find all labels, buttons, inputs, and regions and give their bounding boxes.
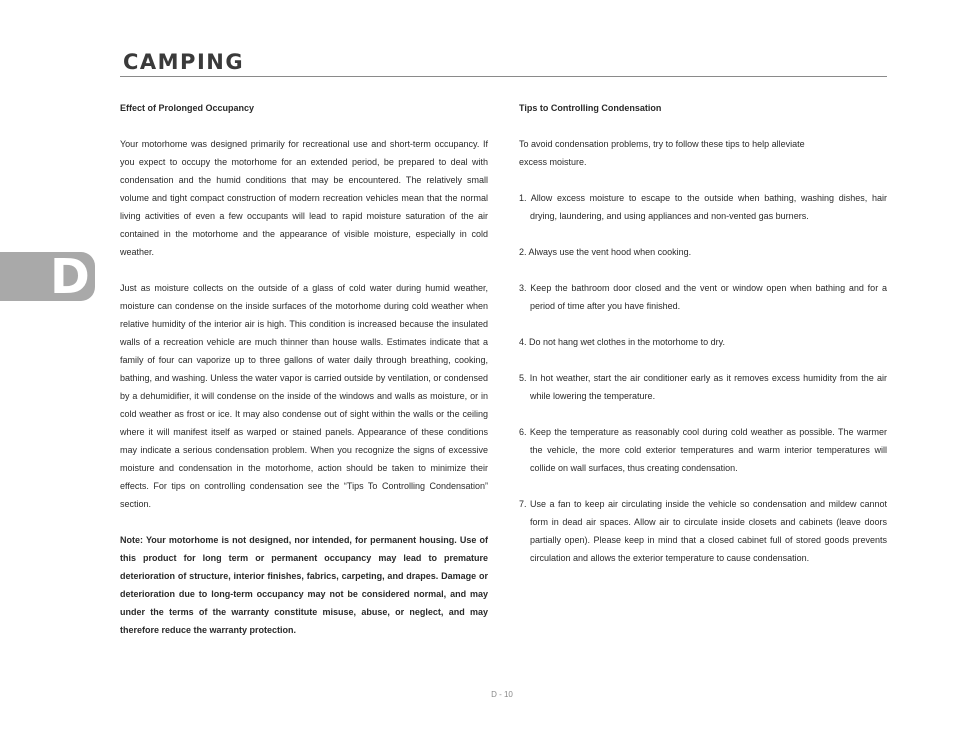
right-column (519, 99, 887, 567)
tip-3: 3. Keep the bathroom door closed and the vent or window open when bathing and for a period of time after you have finished. (519, 283, 887, 311)
header-rule (120, 76, 887, 77)
tip-4: 4. Do not hang wet clothes in the motorhome to dry. (519, 337, 725, 347)
chapter-tab-letter: D (50, 249, 90, 305)
condensation-heading: Tips to Controlling Condensation (519, 103, 662, 113)
occupancy-note: Note: Your motorhome is not designed, nor intended, for permanent housing. Use of this product for long term or permanent occupancy may lead to premature deterioration of structure, interior finishes, fabrics, carpeting, and drapes. Damage or deterioration due to long-term occupancy may not be considered normal, and may under the terms of the warranty constitute misuse, abuse, or neglect, and may therefore reduce the warranty protection. (120, 535, 488, 635)
chapter-tab (0, 249, 95, 305)
condensation-intro: To avoid condensation problems, try to follow these tips to help alleviate excess moisture. (519, 139, 805, 167)
tip-5: 5. In hot weather, start the air conditioner early as it removes excess humidity from the air while lowering the temperature. (519, 373, 887, 401)
occupancy-paragraph-2: Just as moisture collects on the outside of a glass of cold water during humid weather, moisture can condense on the inside surfaces of the motorhome during cold weather when relative humidity of the interior air is high. This condition is increased because the insulated walls of a recreation vehicle are much thinner than house walls. Estimates indicate that a family of four can vaporize up to three gallons of water daily through breathing, cooking, bathing, and washing. Unless the water vapor is carried outside by ventilation, or condensed by a dehumidifier, it will condense on the inside of the windows and walls as moisture, or in cold weather as frost or ice. It may also condense out of sight within the walls or the ceiling where it will manifest itself as warped or stained panels. Appearance of these conditions may indicate a serious condensation problem. When you recognize the signs of excessive moisture and condensation in the motorhome, action should be taken to minimize their effects. For tips on controlling condensation see the “Tips To Controlling Condensation” section. (120, 283, 488, 509)
tip-6: 6. Keep the temperature as reasonably cool during cold weather as possible. The warmer the vehicle, the more cold exterior temperatures and warm interior temperatures will collide on wall surfaces, thus creating condensation. (519, 427, 887, 473)
tip-2: 2. Always use the vent hood when cooking. (519, 247, 692, 257)
tip-1: 1. Allow excess moisture to escape to the outside when bathing, washing dishes, hair drying, laundering, and using appliances and non-vented gas burners. (519, 193, 887, 221)
section-title: CAMPING (123, 50, 245, 74)
left-column (120, 99, 488, 639)
occupancy-heading: Effect of Prolonged Occupancy (120, 103, 255, 113)
tip-7: 7. Use a fan to keep air circulating inside the vehicle so condensation and mildew cannot form in dead air spaces. Allow air to circulate inside closets and cabinets (leave doors partially open). Please keep in mind that a closed cabinet full of stored goods prevents circulation and allows the exterior temperature to cause condensation. (519, 499, 887, 563)
page-number: D - 10 (491, 690, 513, 699)
occupancy-paragraph-1: Your motorhome was designed primarily for recreational use and short-term occupancy. If you expect to occupy the motorhome for an extended period, be prepared to deal with condensation and the humid conditions that may be encountered. The relatively small volume and tight compact construction of modern recreation vehicles mean that the normal living activities of even a few occupants will lead to rapid moisture saturation of the air contained in the motorhome and the appearance of visible moisture, especially in cold weather. (120, 139, 488, 257)
